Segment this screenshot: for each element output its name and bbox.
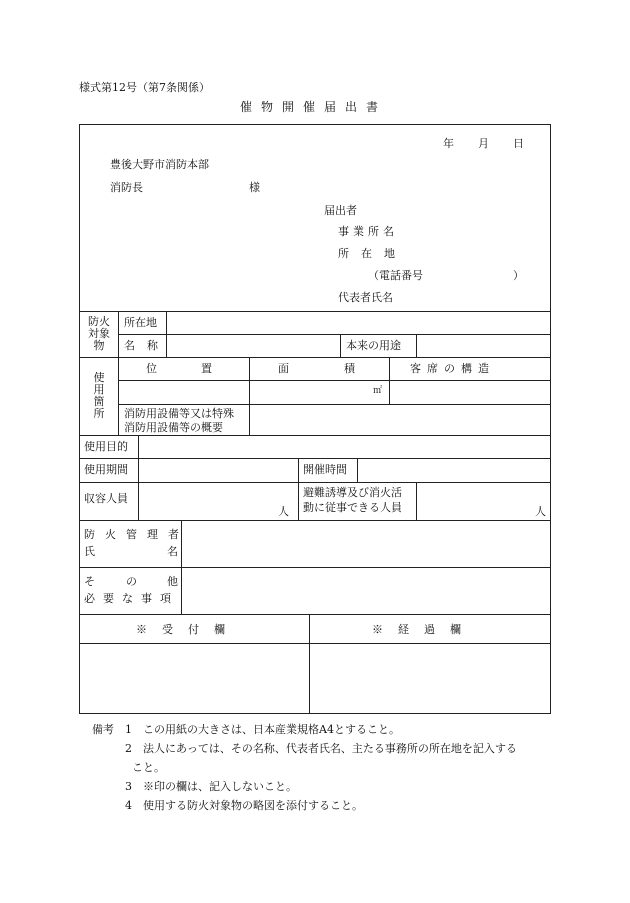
office-name-label: 事業所名: [338, 225, 398, 238]
note-text: 法人にあっては、その名称、代表者氏名、主たる事務所の所在地を記入する: [143, 742, 517, 755]
original-use-label: 本来の用途: [346, 339, 401, 352]
equipment-label-line2: 消防用設備等の概要: [124, 421, 223, 434]
target-name-label: 名称: [124, 339, 170, 352]
target-location-label: 所在地: [124, 316, 157, 329]
notes-heading: 備考: [92, 723, 114, 736]
form-number: 様式第12号（第7条関係）: [79, 81, 210, 94]
representative-name-label: 代表者氏名: [338, 291, 393, 304]
notification-form: [79, 124, 551, 714]
addressee-org: 豊後大野市消防本部: [110, 158, 209, 171]
other-label-c: 他: [167, 575, 178, 588]
fire-manager-label-line2b: 名: [167, 545, 178, 558]
note-number: 1: [125, 723, 132, 736]
capacity-unit: 人: [278, 505, 289, 518]
date-day-label: 日: [513, 137, 524, 150]
applicant-label: 届出者: [324, 204, 357, 217]
progress-column-header: ※ 経 過 欄: [372, 623, 463, 636]
hours-label: 開催時間: [303, 463, 347, 476]
note-number: 3: [125, 780, 132, 793]
note-text: 使用する防火対象物の略図を添付すること。: [143, 799, 363, 812]
fire-manager-label-line1: 防火管理者: [84, 528, 189, 541]
other-label-line2: 必要な事項: [84, 592, 179, 605]
note-text-continued: こと。: [132, 761, 165, 774]
phone-number-close: ）: [513, 269, 524, 282]
note-text: この用紙の大きさは、日本産業規格A4とすること。: [143, 723, 400, 736]
capacity-label: 収容人員: [84, 492, 128, 505]
equipment-label-line1: 消防用設備等又は特殊: [124, 407, 234, 420]
date-year-label: 年: [443, 137, 454, 150]
applicant-address-label: 所在地: [338, 247, 407, 260]
staff-unit: 人: [535, 505, 546, 518]
note-number: 4: [125, 799, 132, 812]
page-title: 催物開催届出書: [240, 100, 388, 114]
seating-structure-label: 客席の構造: [410, 362, 495, 375]
phone-number-label: （電話番号: [368, 269, 423, 282]
addressee-chief: 消防長: [110, 181, 143, 194]
position-label: 位置: [146, 362, 256, 375]
other-label-a: そ: [84, 575, 95, 588]
fire-target-group-label: 防火 対象 物: [88, 315, 110, 352]
period-label: 使用期間: [84, 463, 128, 476]
date-month-label: 月: [478, 137, 489, 150]
purpose-label: 使用目的: [84, 440, 128, 453]
note-number: 2: [125, 742, 132, 755]
other-label-b: の: [126, 575, 137, 588]
addressee-honorific: 様: [249, 181, 260, 194]
fire-manager-label-line2a: 氏: [84, 545, 95, 558]
usage-area-group-label: 使 用 箇 所: [93, 371, 105, 420]
note-text: ※印の欄は、記入しないこと。: [143, 780, 297, 793]
area-unit: ㎡: [373, 386, 383, 396]
reception-column-header: ※ 受 付 欄: [136, 623, 227, 636]
staff-label-line1: 避難誘導及び消火活: [303, 486, 402, 499]
staff-label-line2: 動に従事できる人員: [303, 501, 402, 514]
area-label: 面積: [278, 362, 410, 375]
